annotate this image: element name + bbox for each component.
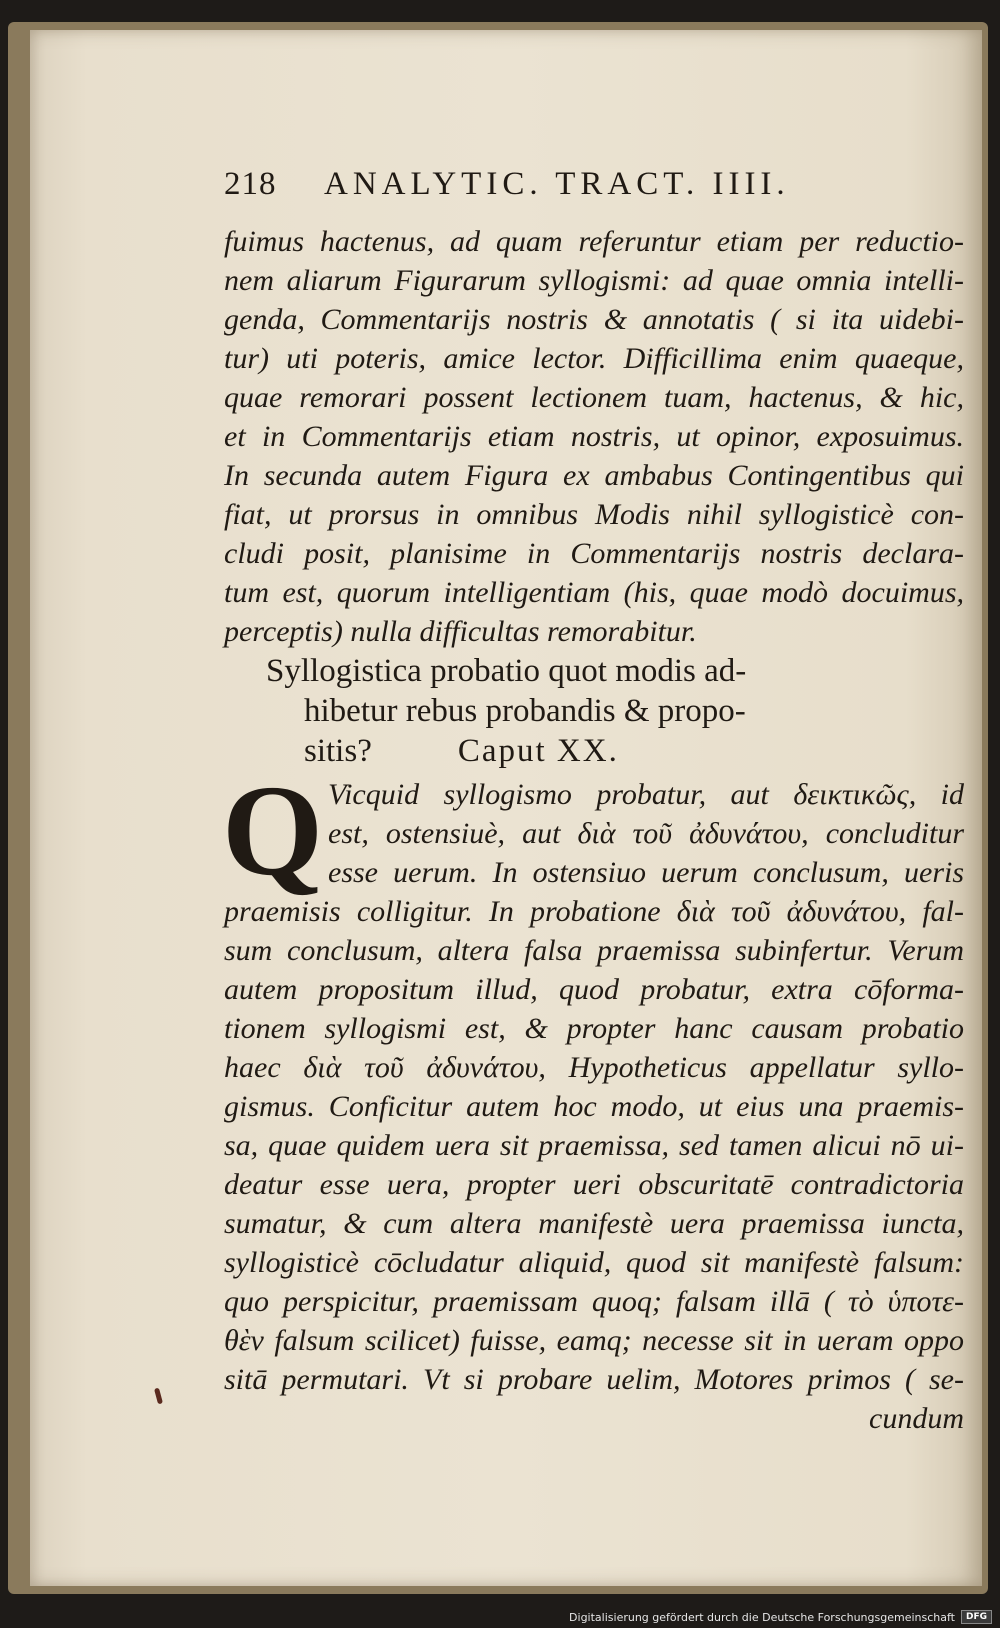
text-line: fuimus hactenus, ad quam referuntur etiam per reductio- (224, 225, 964, 258)
text-line: θὲν falsum scilicet) fuisse, eamq; necesse sit in ueram oppo (224, 1324, 964, 1357)
text-line: autem propositum illud, quod probatur, extra cōforma- (224, 973, 964, 1006)
text-line: haec διὰ τοῦ ἀδυνάτου, Hypotheticus appellatur syllo- (224, 1051, 964, 1084)
running-title: ANALYTIC. TRACT. IIII. (324, 166, 790, 202)
text-line: cludi posit, planisime in Commentarijs nostris declara- (224, 537, 964, 570)
digitization-credit (569, 1610, 992, 1624)
text-line: quae remorari possent lectionem tuam, hactenus, & hic, (224, 381, 964, 414)
text-line: nem aliarum Figurarum syllogismi: ad quae omnia intelli- (224, 264, 964, 297)
heading-line: Syllogistica probatio quot modis ad- (266, 653, 747, 689)
text-line: et in Commentarijs etiam nostris, ut opinor, exposuimus. (224, 420, 964, 453)
text-block (224, 166, 964, 1438)
text-line: sitā permutari. Vt si probare uelim, Motores primos ( se- (224, 1363, 964, 1396)
text-line: Vicquid syllogismo probatur, aut δεικτικῶς, id (328, 778, 964, 811)
drop-cap: Q (222, 759, 324, 903)
running-head (224, 166, 964, 222)
text-line: gismus. Conficitur autem hoc modo, ut eius una praemis- (224, 1090, 964, 1123)
text-line: tionem syllogismi est, & propter hanc causam probatio (224, 1012, 964, 1045)
text-line: fiat, ut prorsus in omnibus Modis nihil syllogisticè con- (224, 498, 964, 531)
text-line: tur) uti poteris, amice lector. Difficillima enim quaeque, (224, 342, 964, 375)
text-line: sum conclusum, altera falsa praemissa subinfertur. Verum (224, 934, 964, 967)
text-line: syllogisticè cōcludatur aliquid, quod sit manifestè falsum: (224, 1246, 964, 1279)
paragraph-continued (224, 222, 964, 651)
text-line: est, ostensiuè, aut διὰ τοῦ ἀδυνάτου, concluditur (328, 817, 964, 850)
dfg-logo: DFG (961, 1610, 992, 1624)
heading-line-final (224, 731, 964, 771)
text-line: esse uerum. In ostensiuo uerum conclusum, ueris (328, 856, 964, 889)
text-line: In secunda autem Figura ex ambabus Contingentibus qui (224, 459, 964, 492)
page-number: 218 (224, 166, 277, 202)
text-line: sumatur, & cum altera manifestè uera praemissa iuncta, (224, 1207, 964, 1240)
chapter-paragraph (222, 759, 964, 1438)
text-line: perceptis) nulla difficultas remorabitur. (224, 615, 697, 648)
text-line: genda, Commentarijs nostris & annotatis ( si ita uidebi- (224, 303, 964, 336)
chapter-number: Caput XX. (457, 733, 619, 769)
book-page (30, 30, 982, 1586)
text-line: praemisis colligitur. In probatione διὰ τοῦ ἀδυνάτου, fal- (224, 895, 964, 928)
heading-line: hibetur rebus probandis & propo- (304, 693, 746, 729)
text-line: tum est, quorum intelligentiam (his, quae modò docuimus, (224, 576, 964, 609)
text-line: deatur esse uera, propter ueri obscuritatē contradictoria (224, 1168, 964, 1201)
text-line: sa, quae quidem uera sit praemissa, sed tamen alicui nō ui- (224, 1129, 964, 1162)
heading-line-start: sitis? (304, 733, 372, 769)
credit-text: Digitalisierung gefördert durch die Deutsche Forschungsgemeinschaft (569, 1610, 955, 1624)
text-line: quo perspicitur, praemissam quoq; falsam illā ( τὸ ὑποτε- (224, 1285, 964, 1318)
chapter-heading (224, 651, 964, 771)
catchword: cundum (869, 1402, 964, 1435)
